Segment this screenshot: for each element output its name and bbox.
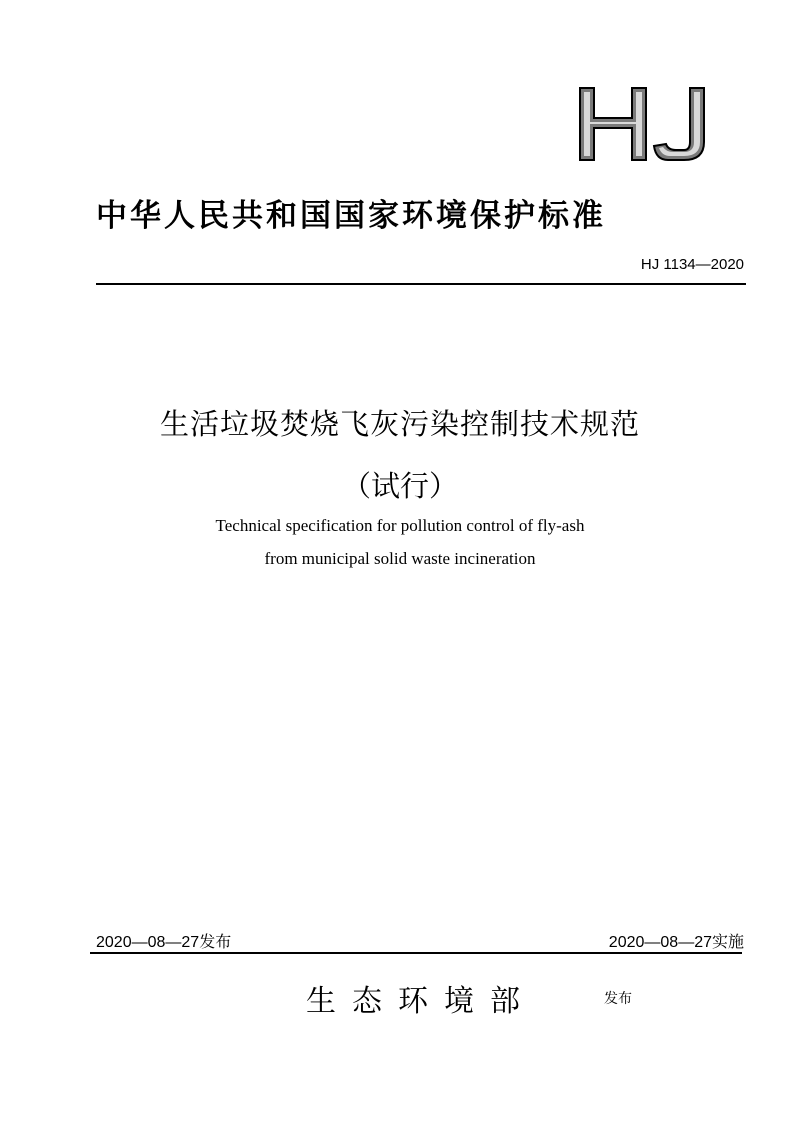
document-subtitle-cn: （试行） [341,469,458,503]
standard-body-title: 中华人民共和国国家环境保护标准 [96,198,606,234]
bottom-divider [90,952,742,954]
issuer-name: 生态环境部 [306,984,536,1019]
issued-label: 发布 [604,991,632,1007]
hj-logo-graphic [578,86,718,162]
document-title-cn: 生活垃圾焚烧飞灰污染控制技术规范 [159,407,640,441]
document-title-en-line2: from municipal solid waste incineration [264,549,536,568]
logo-letter-h [580,88,646,160]
top-divider [96,283,746,285]
issue-date: 2020—08—27发布 [96,934,232,951]
hj-logo [578,86,718,162]
logo-letter-j [654,88,704,160]
standard-number: HJ 1134—2020 [640,256,744,273]
implementation-date: 2020—08—27实施 [608,934,744,951]
document-title-en-line1: Technical specification for pollution control of fly-ash [215,516,585,535]
